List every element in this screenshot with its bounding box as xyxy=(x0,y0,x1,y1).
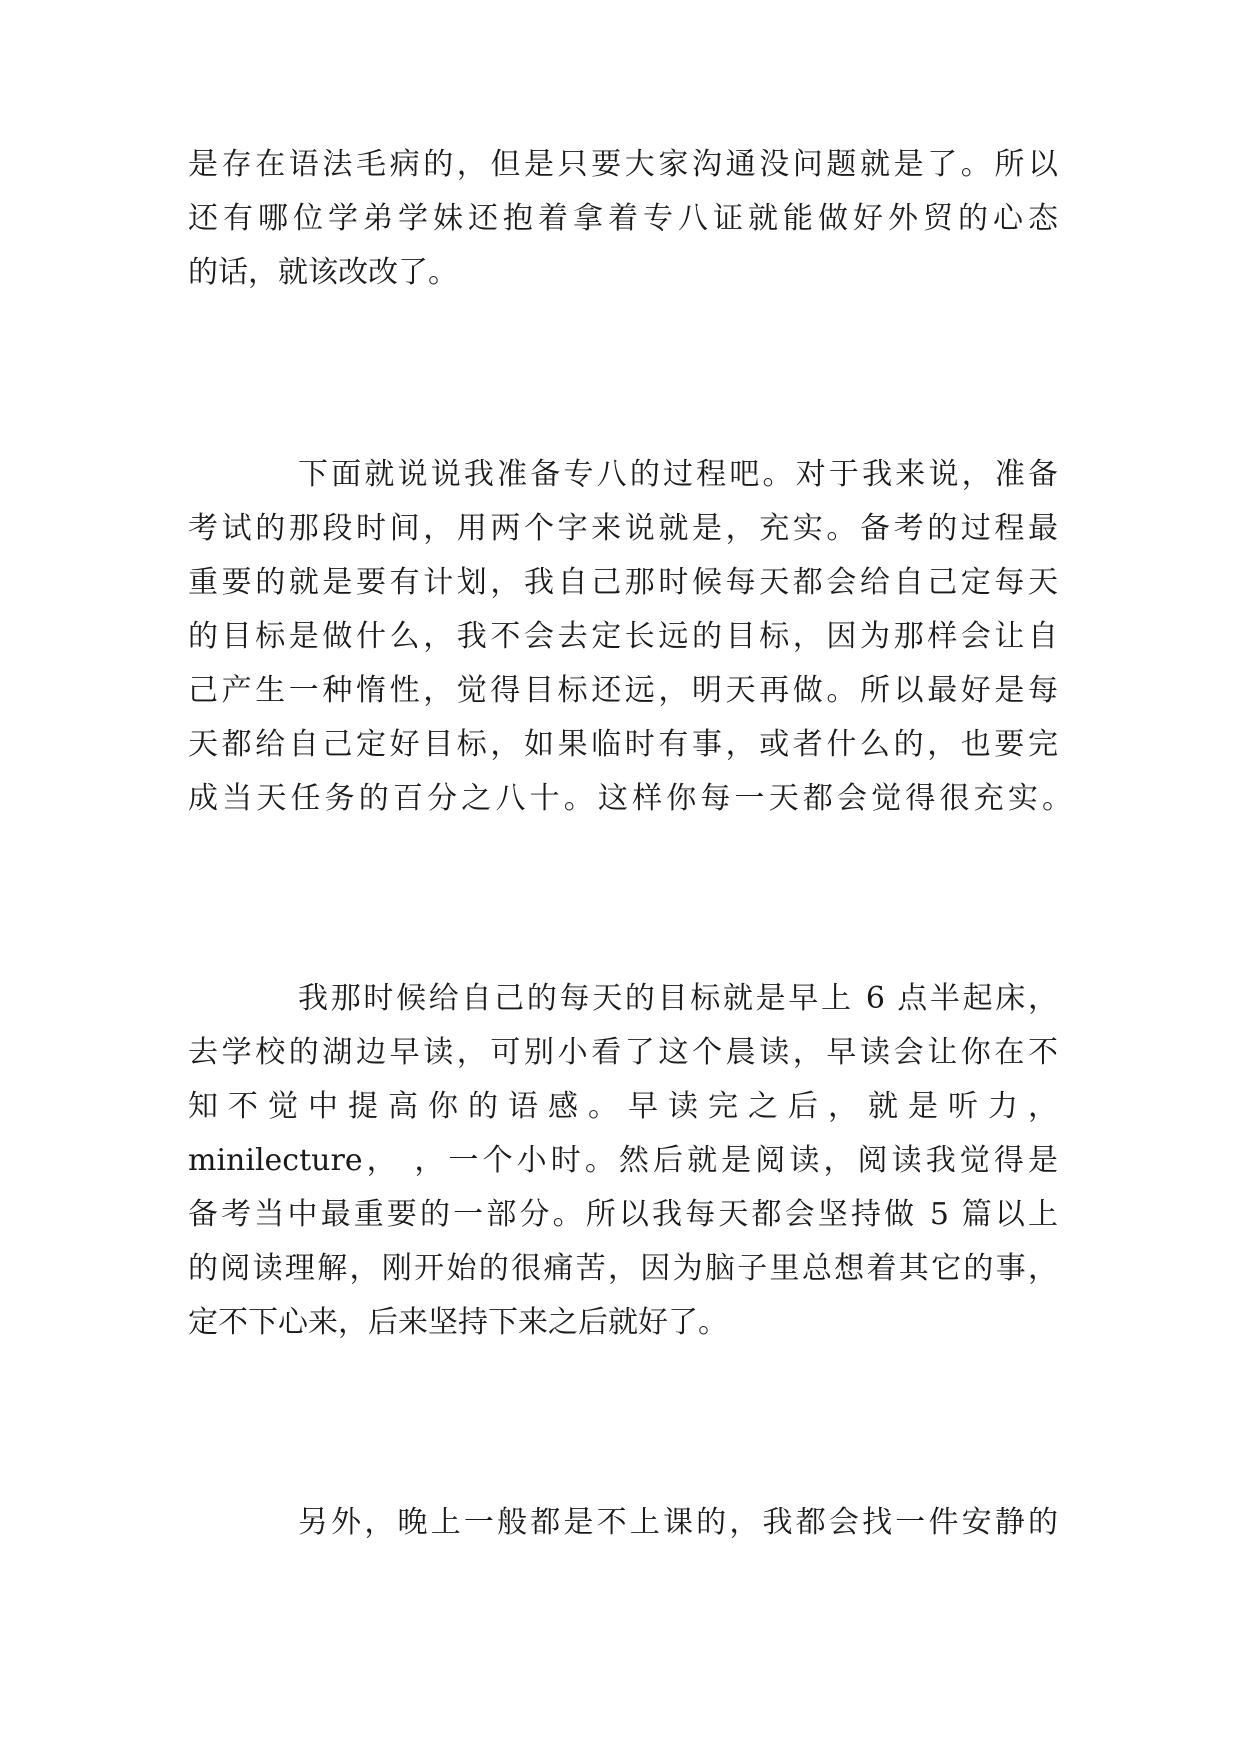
paragraph-1-line-1: 是存在语法毛病的，但是只要大家沟通没问题就是了。所以 xyxy=(188,147,1058,182)
paragraph-2-line-4: 的目标是做什么，我不会去定长远的目标，因为那样会让自 xyxy=(188,619,1058,654)
paragraph-2-line-3: 重要的就是要有计划，我自己那时候每天都会给自己定每天 xyxy=(188,565,1058,600)
paragraph-2-line-2: 考试的那段时间，用两个字来说就是，充实。备考的过程最 xyxy=(188,511,1058,546)
paragraph-4-line-1: 另外，晚上一般都是不上课的，我都会找一件安静的 xyxy=(298,1505,1058,1540)
paragraph-3-line-1: 我那时候给自己的每天的目标就是早上 6 点半起床， xyxy=(298,981,1058,1016)
paragraph-3-line-5: 备考当中最重要的一部分。所以我每天都会坚持做 5 篇以上 xyxy=(188,1197,1058,1232)
paragraph-3-line-7: 定不下心来，后来坚持下来之后就好了。 xyxy=(188,1305,728,1340)
paragraph-3-line-2: 去学校的湖边早读，可别小看了这个晨读，早读会让你在不 xyxy=(188,1035,1058,1070)
paragraph-2-line-5: 己产生一种惰性，觉得目标还远，明天再做。所以最好是每 xyxy=(188,673,1058,708)
paragraph-3-line-3: 知不觉中提高你的语感。早读完之后，就是听力， xyxy=(188,1089,1058,1124)
paragraph-2-line-1: 下面就说说我准备专八的过程吧。对于我来说，准备 xyxy=(298,457,1058,492)
paragraph-3-line-4: minilecture， ，一个小时。然后就是阅读，阅读我觉得是 xyxy=(188,1143,1058,1178)
paragraph-1-line-3: 的话，就该改改了。 xyxy=(188,255,458,290)
paragraph-2-line-7: 成当天任务的百分之八十。这样你每一天都会觉得很充实。 xyxy=(188,781,1072,816)
paragraph-2-line-6: 天都给自己定好目标，如果临时有事，或者什么的，也要完 xyxy=(188,727,1058,762)
paragraph-1-line-2: 还有哪位学弟学妹还抱着拿着专八证就能做好外贸的心态 xyxy=(188,201,1058,236)
paragraph-3-line-6: 的阅读理解，刚开始的很痛苦，因为脑子里总想着其它的事， xyxy=(188,1251,1058,1286)
